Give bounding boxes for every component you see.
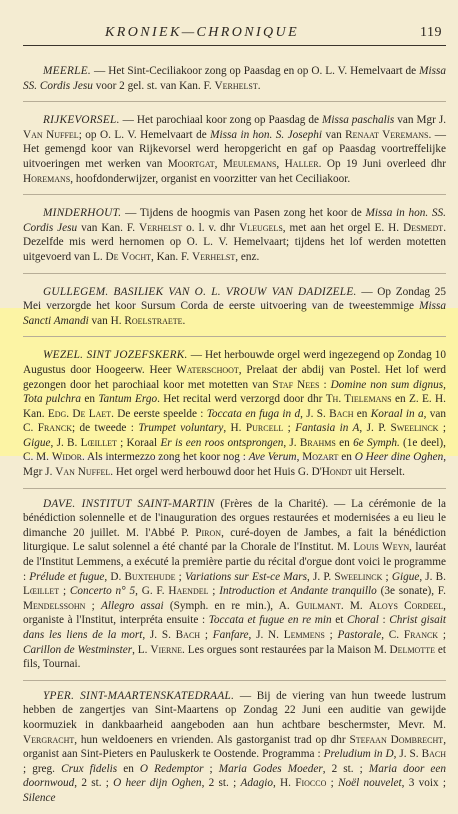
text-run: , hun weldoeners en vrienden. Als gastorganist trad op dhr [74, 733, 350, 746]
text-run: , Mgr J. [23, 451, 447, 479]
text-run: , J. B. [419, 570, 446, 583]
name-smallcaps: Fiocco [295, 777, 327, 790]
text-run: , hoofdonderwijzer, organist en voorzitter van het Ceciliakoor. [70, 172, 351, 185]
text-run: , 2 st. ; [74, 777, 114, 790]
text-run: ; Koraal [116, 436, 161, 449]
text-run: , Prelaat der abdij van Postel. Het lof werd gezongen door het parochiaal koor met motetten van [23, 363, 446, 391]
title-italic: Noël nouvelet [338, 777, 402, 790]
text-run: (3e sonate), F. [376, 585, 446, 598]
title-italic: Crux fidelis [61, 762, 118, 775]
entry-heading: MEERLE. [43, 65, 92, 77]
name-smallcaps: Staf Nees [272, 378, 320, 391]
title-italic: Preludium in D [323, 748, 394, 761]
name-smallcaps: Verhelst [192, 250, 236, 263]
text-run: — Het Sint-Ceciliakoor zong op Paasdag en op O. L. V. Hemelvaart de [94, 65, 420, 77]
text-run: . De eerste speelde : [111, 407, 207, 420]
text-run: ; [208, 585, 220, 598]
name-smallcaps: Vierne [150, 643, 183, 656]
title-italic: O Heer dine Oghen [354, 451, 444, 464]
text-run: , J. S. [142, 629, 176, 641]
title-italic: Fantasia in A [295, 422, 360, 435]
title-italic: Maria door een doornwoud [23, 762, 446, 790]
name-smallcaps: Stefaan Dombrecht [349, 733, 444, 746]
text-run: , H. [223, 422, 246, 435]
text-run: , enz. [235, 250, 260, 263]
title-italic: Ave Verum [248, 451, 297, 464]
name-smallcaps: Brahms [299, 436, 336, 449]
title-italic: Maria Godes Moeder [218, 762, 323, 775]
text-run: ; [382, 570, 392, 583]
text-run: et [331, 614, 347, 627]
name-smallcaps: Vleugels [239, 221, 283, 234]
text-run: . Op 19 Juni overleed dhr [318, 157, 446, 170]
text-run: , J. S. [300, 407, 330, 420]
text-run: (1e deel), C. M. [23, 436, 446, 464]
text-run: , J. [283, 436, 300, 449]
title-italic: Choral [346, 614, 379, 627]
name-smallcaps: Waterschoot [176, 363, 239, 376]
text-run: . Het orgel werd herbouwd door het Huis G. D' [110, 466, 322, 479]
text-run: , J. P. [307, 570, 335, 583]
name-smallcaps: Roelstraete [124, 314, 183, 327]
name-smallcaps: Hondt [321, 466, 353, 479]
text-run: , J. B. [50, 436, 81, 449]
text-run: van [322, 128, 346, 141]
text-run: van H. [88, 314, 125, 327]
text-run: . Het recital werd verzorgd door dhr [157, 393, 326, 406]
text-run: , organiste à l'Institut, interpréta ensuite : [23, 599, 446, 627]
text-run: , 2 st. ; [201, 777, 241, 790]
text-run: , C. [381, 629, 404, 641]
name-smallcaps: Piron [195, 526, 222, 539]
name-smallcaps: Lœillet [80, 436, 117, 449]
name-smallcaps: Edg. De Laet [47, 407, 112, 420]
text-run: en [338, 451, 355, 464]
title-italic: Christ gisait dans les liens de la mort [23, 614, 446, 641]
text-run: ; [200, 629, 213, 641]
name-smallcaps: Franck [403, 629, 439, 641]
text-run: . Als intermezzo zong het koor nog : [82, 451, 249, 464]
title-italic: Gigue [391, 570, 420, 583]
name-smallcaps: Haendel [168, 585, 209, 598]
text-run: : [378, 614, 390, 627]
text-run: ; op O. L. V. Hemelvaart de [78, 128, 211, 141]
text-run: — Het herbouwde orgel werd ingezegend op Zondag 10 Augustus door Hoogeerw. Heer [23, 349, 447, 376]
title-italic: Fanfare [212, 629, 249, 641]
entry-heading: RIJKEVORSEL. [43, 114, 120, 127]
running-head [23, 0, 446, 46]
page-number: 119 [420, 25, 442, 40]
text-run: ; [175, 570, 185, 583]
title-italic: Missa SS. Cordis Jesu [23, 65, 447, 92]
text-run: , L. [132, 643, 151, 656]
name-smallcaps: Bach [175, 629, 201, 641]
text-run: van Mgr J. [394, 114, 447, 127]
name-smallcaps: Bach [421, 748, 447, 761]
text-run: — Tijdens de hoogmis van Pasen zong het koor de [125, 207, 366, 220]
text-run: , H. [272, 777, 296, 790]
text-run: — Het parochiaal koor zong op Paasdag de [122, 114, 322, 127]
name-smallcaps: Horemans [23, 172, 71, 185]
text-run: : [319, 378, 331, 391]
text-run: , organist aan Sint-Pieters en Pauluskerk te Oostende. Programma : [23, 733, 446, 761]
title-italic: Prélude et fugue [29, 570, 105, 583]
entry-gullegem [23, 274, 446, 338]
name-smallcaps: Buxtehude [124, 570, 176, 583]
title-italic: Gigue [23, 436, 51, 449]
text-run: . — Het gemengd koor van Rijkevorsel werd heropgericht en gaf op Paasdag voortreffelijke uitvoeringen met werken van [23, 128, 446, 170]
title-italic: Missa in hon. S. Josephi [210, 128, 323, 141]
text-run: , J. P. [359, 422, 391, 435]
name-smallcaps: Th. Tielemans [325, 393, 392, 406]
name-smallcaps: Desmedt [403, 221, 444, 234]
entry-meerle [23, 46, 446, 102]
title-italic: Toccata et fugue en re min [208, 614, 332, 627]
title-italic: Missa paschalis [321, 114, 395, 127]
title-italic: 6e Symph. [353, 436, 400, 449]
text-run: ; [324, 629, 338, 641]
title-italic: Koraal in a [370, 407, 424, 420]
text-run: (Symph. en re min.), A. [163, 599, 296, 612]
text-run: . [257, 79, 261, 92]
text-run: , 3 voix ; [401, 777, 446, 790]
text-run: , [296, 451, 303, 464]
name-smallcaps: Purcell [245, 422, 284, 435]
title-italic: Toccata en fuga in d [206, 407, 301, 420]
entry-wezel [23, 337, 446, 488]
text-run: ; greg. [23, 762, 62, 775]
text-run: van Kan. F. [77, 221, 139, 234]
text-run: . [182, 314, 186, 327]
title-italic: Variations sur Est-ce Mars [184, 570, 307, 583]
text-run: , D. [104, 570, 125, 583]
title-italic: Allegro assai [100, 599, 164, 612]
entry-body [23, 690, 446, 804]
name-smallcaps: Mendelssohn [23, 599, 86, 612]
text-run: , G. F. [135, 585, 169, 598]
name-smallcaps: Bach [329, 407, 354, 420]
text-run: en Z. E. H. Kan. [23, 393, 446, 420]
entry-heading-tail: (Frères de la Charité). [214, 497, 329, 510]
text-run: en [80, 393, 99, 406]
entry-heading: GULLEGEM. BASILIEK VAN O. L. VROUW VAN DADIZELE. [43, 285, 357, 298]
entry-minderhout [23, 195, 446, 273]
name-smallcaps: Delmotte [389, 643, 435, 656]
title-italic: Silence [23, 791, 56, 804]
name-smallcaps: Louis Weyn [353, 541, 410, 554]
text-run: ; [326, 777, 339, 790]
title-italic: Er is een roos ontsprongen [160, 436, 284, 449]
entry-body [23, 349, 446, 478]
text-run: , lauréat de l'Institut Lemmens, a exécuté la première partie du récital d'orgue dont voici le programme : [23, 541, 446, 583]
title-italic: Pastorale [337, 629, 382, 641]
text-run: , J. N. [248, 629, 284, 641]
entry-body [23, 498, 446, 671]
text-run: . Les orgues sont restaurées par la Maison M. [182, 643, 390, 656]
text-run: uit Herselt. [352, 466, 405, 479]
name-smallcaps: Widor [51, 451, 82, 464]
text-run: ; [438, 629, 446, 641]
title-italic: O Redemptor [139, 762, 204, 775]
title-italic: Concerto n° 5 [69, 585, 136, 598]
title-italic: Adagio [240, 777, 273, 790]
name-smallcaps: Verhelst [214, 79, 258, 92]
title-italic: Trumpet voluntary [138, 422, 224, 435]
name-smallcaps: Van Nuffel [23, 128, 79, 141]
text-run: ; de tweede : [71, 422, 139, 435]
entry-yper [23, 681, 446, 814]
title-italic: Missa Sancti Amandi [23, 300, 446, 327]
name-smallcaps: Lœillet [23, 585, 60, 598]
text-run: — Op Zondag 25 Mei verzorgde het koor Sursum Corda de eerste uitvoering van de tweestemmige [23, 285, 446, 313]
entry-heading: DAVE. INSTITUT SAINT-MARTIN [43, 497, 215, 510]
text-run: ; [85, 599, 101, 612]
text-run: voor 2 gel. st. van Kan. F. [92, 79, 215, 92]
text-run: en [117, 762, 140, 775]
text-run: . Dezelfde mis werd hernomen op O. L. V. Hemelvaart; tijdens het lof werden motetten uitgevoerd van L. [23, 221, 446, 263]
text-run: en [353, 407, 371, 420]
chronicle-content [23, 46, 446, 814]
title-italic: Carillon de Westminster [23, 643, 133, 656]
text-run: , curé-doyen de Jambes, a fait la bénédiction liturgique. Le salut solennel a été chanté par la Chorale de l'Institut. M. [23, 526, 446, 554]
text-run: o. l. v. dhr [182, 221, 240, 234]
name-smallcaps: Lemmens [283, 629, 325, 641]
text-run: en [335, 436, 354, 449]
text-run: ; [438, 422, 446, 435]
entry-dave [23, 489, 446, 681]
entry-heading: MINDERHOUT. [43, 207, 122, 220]
text-run: . M. [340, 599, 369, 612]
text-run: , met aan het orgel E. H. [282, 221, 404, 234]
name-smallcaps: Aloys Cordeel [368, 599, 444, 612]
text-run: , van C. [23, 407, 446, 435]
title-italic: Tantum Ergo [98, 393, 158, 406]
text-run: , Kan. F. [151, 250, 192, 263]
title-italic: Domine non sum dignus, Tota pulchra [23, 378, 446, 406]
entry-heading: YPER. SINT-MAARTENSKATEDRAAL. [43, 689, 235, 702]
text-run: ; [59, 585, 70, 598]
name-smallcaps: Moortgat, Meulemans, Haller [167, 157, 319, 170]
running-head-title: KRONIEK—CHRONIQUE [105, 25, 300, 40]
text-run: et fils, Tournai. [23, 643, 446, 671]
entry-heading: WEZEL. SINT JOZEFSKERK. [43, 349, 188, 362]
text-run: — La cérémonie de la bénédiction solennelle et de l'inauguration des orgues restaurées et modernisées a eu lieu le dimanche 20 juillet. M. l'Abbé P. [23, 497, 446, 539]
name-smallcaps: Mozart [302, 451, 339, 464]
name-smallcaps: Van Nuffel [55, 466, 111, 479]
name-smallcaps: De Vocht [105, 250, 152, 263]
name-smallcaps: Sweelinck [334, 570, 383, 583]
title-italic: Introduction et Andante tranquillo [219, 585, 377, 598]
name-smallcaps: Franck [37, 422, 72, 435]
text-run: ; [283, 422, 296, 435]
name-smallcaps: Sweelinck [390, 422, 439, 435]
name-smallcaps: Verhelst [138, 221, 183, 234]
name-smallcaps: Renaat Veremans [345, 128, 429, 141]
text-run: , J. S. [393, 748, 422, 761]
name-smallcaps: Guilmant [295, 599, 341, 612]
entry-rijkevorsel [23, 102, 446, 195]
text-run: — Bij de viering van hun tweede lustrum hebben de zangertjes van Sint-Maartens op Zondag 22 Juni een auditie van gewijde koormuziek in dankbaarheid aangeboden aan hun achtbare beschermster, Mevr. M. [23, 689, 447, 731]
title-italic: O heer dijn Oghen [113, 777, 202, 790]
title-italic: Missa in hon. SS. Cordis Jesu [23, 207, 446, 234]
name-smallcaps: Vergracht [23, 733, 75, 746]
text-run: ; [203, 762, 219, 775]
text-run: , 2 st. ; [322, 762, 369, 775]
